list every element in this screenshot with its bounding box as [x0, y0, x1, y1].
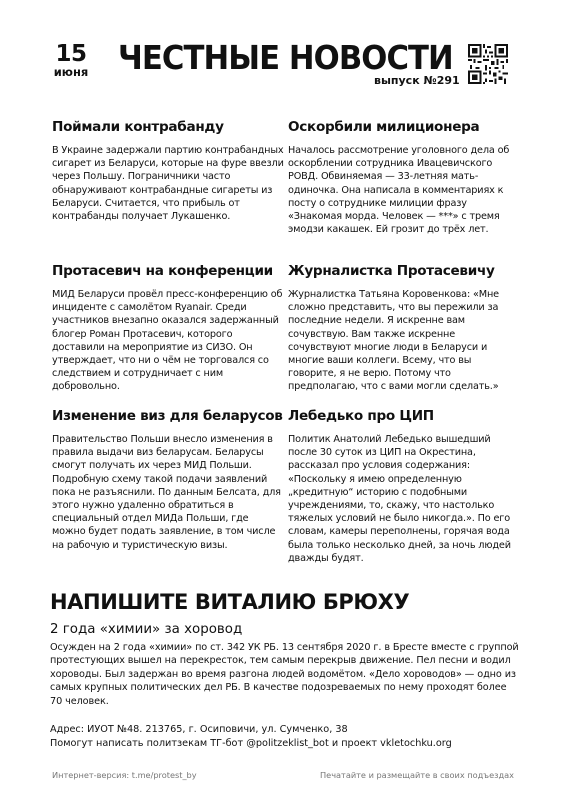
article-title: Поймали контрабанду	[52, 119, 224, 135]
article-visa-changes	[52, 408, 284, 552]
issue-month: июня	[53, 65, 89, 79]
article-text: Началось рассмотрение уголовного дела об оскорблении сотрудника Ивацевичского РОВД. Обвиняемая — 33-летняя мать-одиночка. Она написала в комментариях к посту о сотруднике милиции фразу «Знакомая морда. Человек — ***» с тремя эмодзи какашек. Ей грозит до трёх лет.	[288, 145, 510, 236]
prisoner-title: НАПИШИТЕ ВИТАЛИЮ БРЮХУ	[50, 590, 410, 614]
footer-web-version: Интернет-версия: t.me/protest_by	[52, 770, 197, 780]
article-text: В Украине задержали партию контрабандных сигарет из Беларуси, которые на фуре ввезли через Польшу. Пограничники часто обнаруживают контрабандные сигареты из Беларуси. Считается, что прибыль от контрабанды получает Лукашенко.	[52, 145, 284, 223]
article-journalist-letter	[288, 263, 520, 394]
qr-code-icon	[468, 44, 508, 84]
article-text: Правительство Польши внесло изменения в правила выдачи виз беларусам. Беларусы смогут получать их через МИД Польши. Подробную схему такой подачи заявлений пока не разъяснили. По данным Белсата, для этого нужно удаленно обратиться в специальный отдел МИДа Польши, где можно будет подать заявление, в том числе на рабочую и туристическую визы.	[52, 434, 281, 551]
help-note: Помогут написать политзекам ТГ-бот @politzeklist_bot и проект vkletochku.org	[50, 738, 452, 749]
prisoner-text: Осужден на 2 года «химии» по ст. 342 УК РБ. 13 сентября 2020 г. в Бресте вместе с группой протестующих вышел на перекресток, тем самым перекрыв движение. Пел песни и водил хороводы. Был задержан во время разгона людей водомётом. «Дело хороводов» — одно из самых крупных политических дел РБ. В качестве подозреваемых по нему проходят более 70 человек.	[50, 642, 519, 707]
article-text: Политик Анатолий Лебедько вышедший после 30 суток из ЦИП на Окрестина, рассказал про условия содержания: «Поскольку я имею определенную „кредитную“ историю с подобными учреждениями, то, скажу, что настолько тяжелых условий не было никогда.». По его словам, камеры переполнены, горячая вода была только несколько дней, за ночь людей дважды будят.	[288, 434, 511, 564]
article-text: Журналистка Татьяна Коровенкова: «Мне сложно представить, что вы пережили за последние недели. Я искренне вам сочувствую. Вам также искренне сочувствуют многие люди в Беларуси и многие ваши коллеги. Всему, что вы говорите, я не верю. Потому что предполагаю, что с вами могли сделать.»	[288, 289, 499, 393]
article-title: Журналистка Протасевичу	[288, 263, 495, 279]
article-text: МИД Беларуси провёл пресс-конференцию об инциденте с самолётом Ryanair. Среди участников внезапно оказался задержанный блогер Роман Протасевич, которого доставили на мероприятие из СИЗО. Он утверждает, что ни о чём не торговался со следствием и сотрудничает с ним добровольно.	[52, 289, 283, 393]
footer-print-note: Печатайте и размещайте в своих подъездах	[320, 770, 514, 780]
prisoner-address: Адрес: ИУОТ №48. 213765, г. Осиповичи, ул. Сумченко, 38	[50, 724, 348, 735]
article-protasevich-conference	[52, 263, 284, 394]
issue-number: выпуск №291	[374, 74, 460, 87]
masthead-title: ЧЕСТНЫЕ НОВОСТИ	[118, 38, 453, 77]
article-title: Изменение виз для беларусов	[52, 408, 283, 424]
article-title: Лебедько про ЦИП	[288, 408, 434, 424]
issue-day: 15	[55, 41, 87, 67]
article-title: Протасевич на конференции	[52, 263, 273, 279]
prisoner-subtitle: 2 года «химии» за хоровод	[50, 622, 243, 637]
article-lebedko	[288, 408, 520, 565]
issue-date	[46, 42, 96, 79]
article-contraband	[52, 119, 284, 223]
article-title: Оскорбили милиционера	[288, 119, 480, 135]
article-insulted-police	[288, 119, 520, 236]
